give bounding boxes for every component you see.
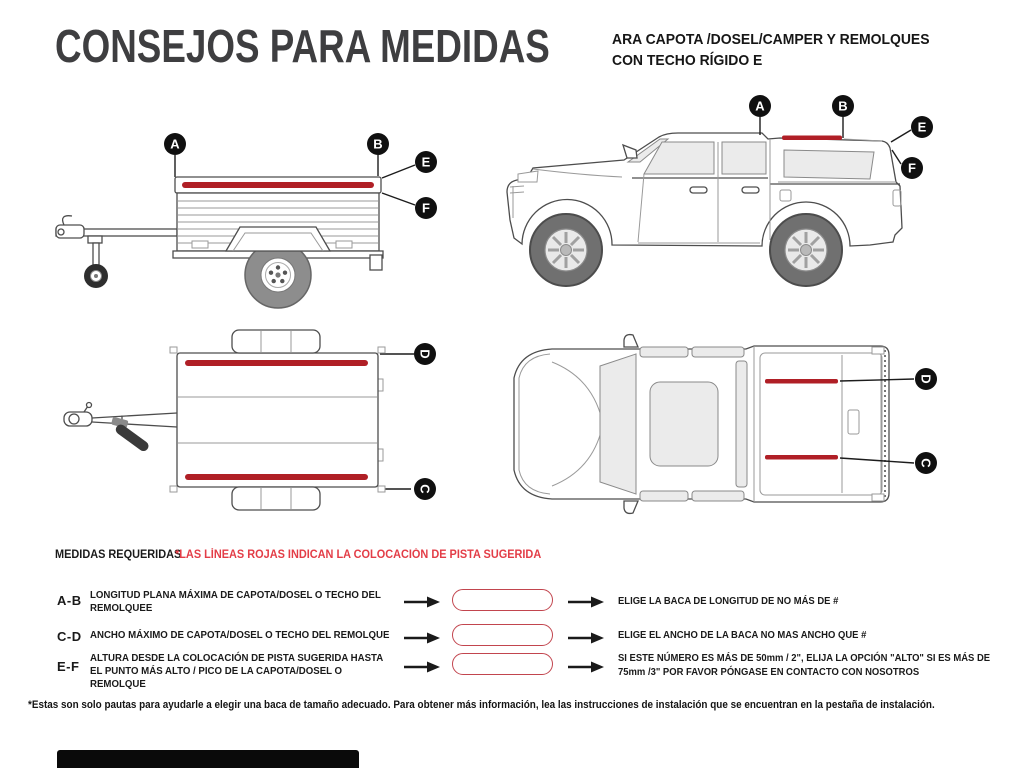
arrow-right-icon <box>403 596 441 608</box>
rear-door-window <box>722 142 766 174</box>
svg-text:A: A <box>170 136 180 152</box>
sunroof <box>650 382 718 466</box>
red-track-line <box>765 455 838 460</box>
row-description: LONGITUD PLANA MÁXIMA DE CAPOTA/DOSEL O TECHO DEL REMOLQUEE <box>90 589 381 614</box>
range-label: C-D <box>57 629 82 644</box>
svg-text:E: E <box>421 154 431 170</box>
red-lines-note: *LAS LÍNEAS ROJAS INDICAN LA COLOCACIÓN DE PISTA SUGERIDA <box>175 549 542 561</box>
page-subtitle <box>612 29 930 71</box>
label-badge-c <box>414 478 436 500</box>
label-badge-b <box>832 95 854 117</box>
rear-wheel <box>770 214 842 286</box>
windshield-top <box>600 354 636 494</box>
trailer-top-diagram <box>30 322 470 522</box>
trailer-drawbar <box>56 216 177 288</box>
range-label: E-F <box>57 659 80 674</box>
label-badge-e <box>415 151 437 173</box>
label-badge-d <box>414 343 436 365</box>
measurement-input-pill <box>452 589 553 611</box>
arrow-right-icon <box>403 632 441 644</box>
label-badge-e <box>911 116 933 138</box>
subtitle-line-2: CON TECHO RÍGIDO E <box>612 52 763 69</box>
side-window <box>640 491 688 501</box>
arrow-right-icon <box>567 661 605 673</box>
handbrake-lever <box>114 423 151 453</box>
red-track-line <box>182 182 374 188</box>
trailer-box-top <box>170 347 385 492</box>
result-text: ELIGE EL ANCHO DE LA BACA NO MAS ANCHO QUE # <box>618 629 867 641</box>
measurement-row <box>55 586 1015 624</box>
leader-lines <box>380 354 414 489</box>
measurement-input-pill <box>452 653 553 675</box>
label-badge-f <box>415 197 437 219</box>
side-window <box>692 491 744 501</box>
svg-text:F: F <box>908 160 916 176</box>
truck-side-diagram <box>486 90 1006 305</box>
side-window <box>692 347 744 357</box>
trailer-wheel <box>245 242 311 308</box>
svg-text:B: B <box>838 98 848 114</box>
trailer-fender <box>226 227 330 251</box>
arrow-right-icon <box>567 632 605 644</box>
bottom-bar[interactable] <box>57 750 359 768</box>
range-label: A-B <box>57 593 82 608</box>
footnote: *Estas son solo pautas para ayudarle a elegir una baca de tamaño adecuado. Para obtener más información, lea las instrucciones de instalación que se encuentran en la pestaña de instalación. <box>28 699 935 711</box>
row-description: ALTURA DESDE LA COLOCACIÓN DE PISTA SUGERIDA HASTA EL PUNTO MÁS ALTO / PICO DE LA CAPOTA/DOSEL O REMOLQUE <box>90 652 383 690</box>
truck-top-diagram <box>486 332 1006 527</box>
measurements-heading: MEDIDAS REQUERIDAS <box>55 549 182 561</box>
label-badge-a <box>749 95 771 117</box>
side-mirror <box>624 501 638 513</box>
svg-text:D: D <box>417 349 433 359</box>
result-text: SI ESTE NÚMERO ES MÁS DE 50mm / 2", ELIJA LA OPCIÓN "ALTO" SI ES MÁS DE 75mm /3" POR FAVOR PÓNGASE EN CONTACTO CON NOSOTROS <box>618 652 991 678</box>
label-badge-c <box>915 452 937 474</box>
front-wheel <box>530 214 602 286</box>
row-description: ANCHO MÁXIMO DE CAPOTA/DOSEL O TECHO DEL REMOLQUE <box>90 629 390 641</box>
side-window <box>640 347 688 357</box>
svg-text:F: F <box>422 200 430 216</box>
side-mirror <box>624 335 638 347</box>
svg-text:C: C <box>417 484 433 494</box>
arrow-right-icon <box>567 596 605 608</box>
measurement-row <box>55 648 1015 690</box>
trailer-drawbar <box>64 403 177 454</box>
red-track-line <box>782 136 842 141</box>
label-badge-d <box>915 368 937 390</box>
red-track-line <box>185 474 368 480</box>
subtitle-line-1: ARA CAPOTA /DOSEL/CAMPER Y REMOLQUES <box>612 31 930 48</box>
red-track-line <box>765 379 838 384</box>
rear-cab-window <box>736 361 747 487</box>
truck-body-top <box>514 335 889 514</box>
side-mirror <box>623 145 637 158</box>
red-track-line <box>185 360 368 366</box>
page-title: CONSEJOS PARA MEDIDAS <box>55 20 550 72</box>
headlight <box>518 171 538 182</box>
svg-text:D: D <box>918 374 934 384</box>
svg-text:B: B <box>373 136 383 152</box>
label-badge-b <box>367 133 389 155</box>
measurement-input-pill <box>452 624 553 646</box>
result-text: ELIGE LA BACA DE LONGITUD DE NO MÁS DE # <box>618 595 839 607</box>
canopy-window <box>784 150 874 179</box>
label-badge-f <box>901 157 923 179</box>
trailer-side-diagram <box>30 105 470 315</box>
svg-text:A: A <box>755 98 765 114</box>
svg-text:C: C <box>918 458 934 468</box>
label-badge-a <box>164 133 186 155</box>
arrow-right-icon <box>403 661 441 673</box>
svg-text:E: E <box>917 119 927 135</box>
